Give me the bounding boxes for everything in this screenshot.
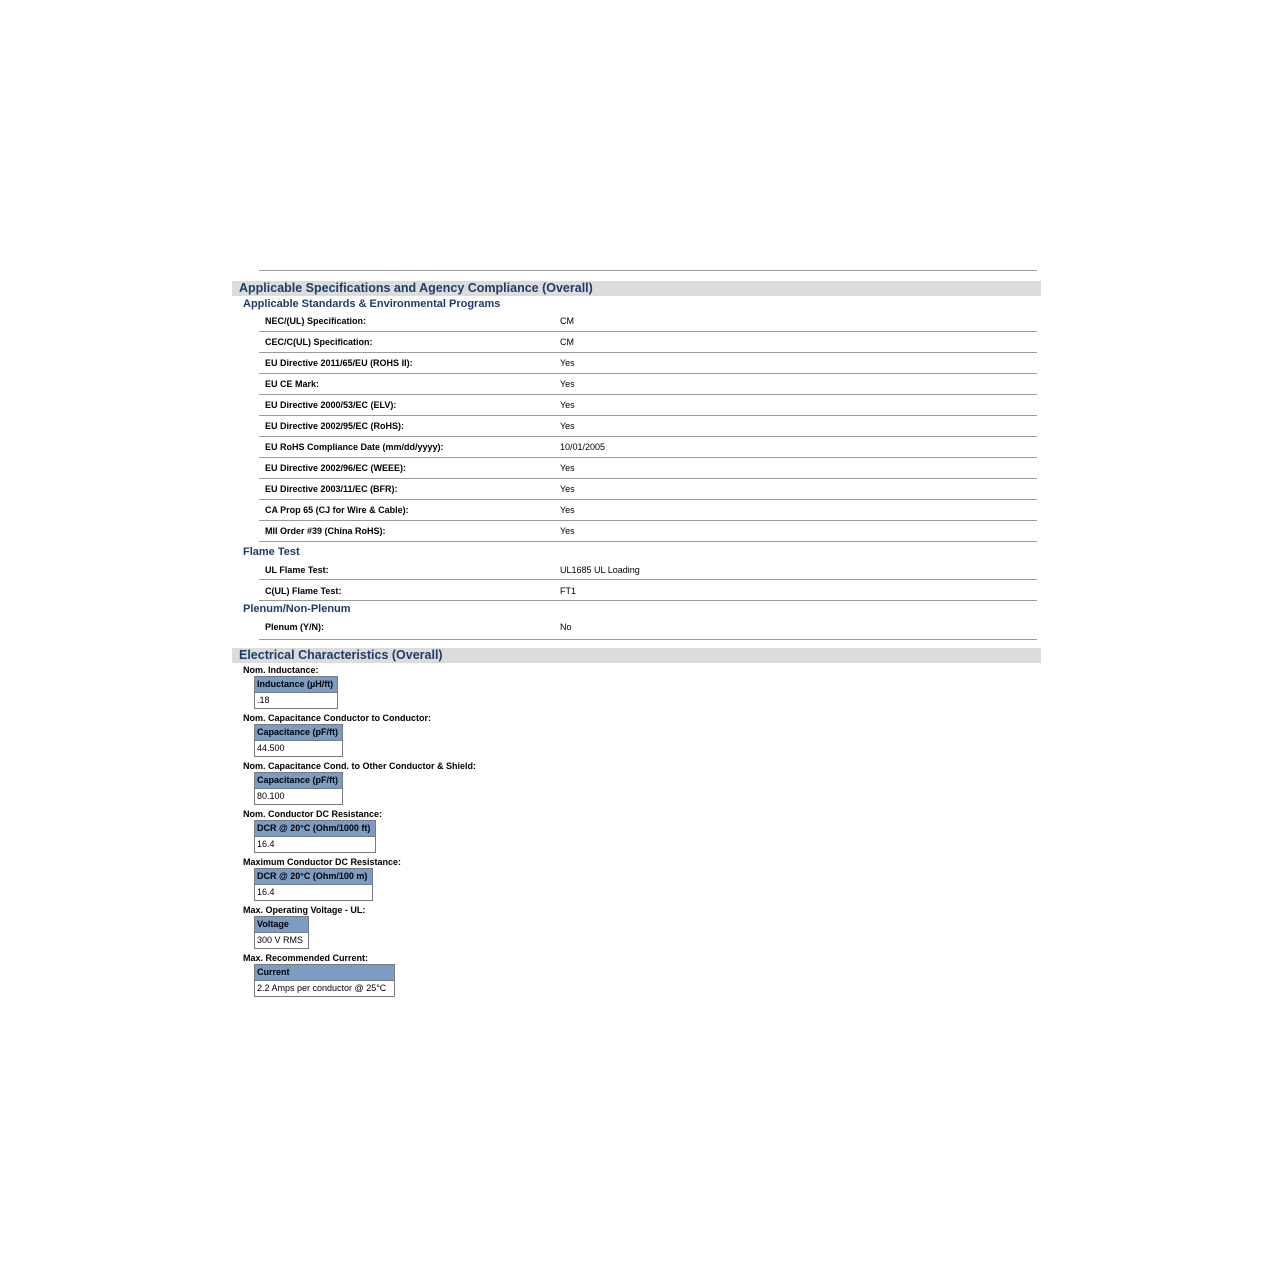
electrical-item-label: Nom. Capacitance Conductor to Conductor: — [243, 713, 432, 723]
value-table-cell: 300 V RMS — [257, 935, 304, 945]
row-label: CEC/C(UL) Specification: — [265, 337, 373, 347]
flame-subsection-title: Flame Test — [243, 546, 300, 558]
value-table-header: DCR @ 20°C (Ohm/100 m) — [255, 869, 372, 885]
electrical-item — [243, 952, 1041, 997]
electrical-item — [243, 856, 1041, 901]
compliance-section-title: Applicable Specifications and Agency Compliance (Overall) — [232, 281, 1041, 296]
value-table-header: DCR @ 20°C (Ohm/1000 ft) — [255, 821, 375, 837]
row-value: UL1685 UL Loading — [560, 565, 640, 575]
value-table-cell: 16.4 — [257, 839, 275, 849]
row-value: Yes — [560, 463, 575, 473]
row-value: 10/01/2005 — [560, 442, 606, 452]
row-label: EU Directive 2002/95/EC (RoHS): — [265, 421, 405, 431]
value-table-cell: 44.500 — [257, 743, 285, 753]
row-label: MII Order #39 (China RoHS): — [265, 526, 386, 536]
row-value: Yes — [560, 379, 575, 389]
value-table-cell: 16.4 — [257, 887, 275, 897]
table-row — [259, 311, 1037, 332]
row-label: CA Prop 65 (CJ for Wire & Cable): — [265, 505, 409, 515]
row-value: Yes — [560, 484, 575, 494]
value-table — [254, 820, 376, 853]
row-value: FT1 — [560, 586, 577, 596]
flame-table — [259, 559, 1037, 601]
value-table — [254, 964, 395, 997]
row-label: EU Directive 2003/11/EC (BFR): — [265, 484, 398, 494]
value-table-header: Capacitance (pF/ft) — [255, 773, 342, 789]
row-label: UL Flame Test: — [265, 565, 329, 575]
row-value: Yes — [560, 400, 575, 410]
table-row — [259, 458, 1037, 479]
table-row — [259, 479, 1037, 500]
electrical-item — [243, 904, 1041, 949]
plenum-table — [259, 616, 1037, 640]
value-table-header: Current — [255, 965, 394, 981]
value-table — [254, 724, 343, 757]
electrical-item-label: Max. Operating Voltage - UL: — [243, 905, 366, 915]
row-value: Yes — [560, 358, 575, 368]
value-table-cell: .18 — [257, 695, 270, 705]
electrical-characteristics — [243, 664, 1041, 997]
table-row — [259, 416, 1037, 437]
electrical-item — [243, 712, 1041, 757]
value-table-header: Capacitance (pF/ft) — [255, 725, 342, 741]
row-value: Yes — [560, 526, 575, 536]
standards-subsection-title: Applicable Standards & Environmental Programs — [243, 298, 501, 310]
row-label: EU Directive 2011/65/EU (ROHS II): — [265, 358, 413, 368]
row-label: EU Directive 2002/96/EC (WEEE): — [265, 463, 407, 473]
table-row — [259, 374, 1037, 395]
row-label: EU CE Mark: — [265, 379, 320, 389]
table-row — [259, 580, 1037, 601]
electrical-item-label: Max. Recommended Current: — [243, 953, 369, 963]
spec-document — [232, 270, 1041, 997]
row-value: Yes — [560, 505, 575, 515]
table-row — [259, 437, 1037, 458]
plenum-subsection-title: Plenum/Non-Plenum — [243, 603, 351, 615]
value-table-header: Inductance (µH/ft) — [255, 677, 337, 693]
electrical-item-label: Nom. Inductance: — [243, 665, 319, 675]
table-row — [259, 500, 1037, 521]
row-label: EU RoHS Compliance Date (mm/dd/yyyy): — [265, 442, 444, 452]
electrical-item-label: Nom. Conductor DC Resistance: — [243, 809, 383, 819]
row-label: NEC/(UL) Specification: — [265, 316, 367, 326]
electrical-item — [243, 664, 1041, 709]
row-value: CM — [560, 337, 574, 347]
row-value: Yes — [560, 421, 575, 431]
value-table — [254, 868, 373, 901]
electrical-item-label: Nom. Capacitance Cond. to Other Conductor & Shield: — [243, 761, 477, 771]
table-row — [259, 395, 1037, 416]
row-value: No — [560, 622, 572, 632]
row-label: Plenum (Y/N): — [265, 622, 325, 632]
row-label: C(UL) Flame Test: — [265, 586, 342, 596]
value-table — [254, 676, 338, 709]
value-table-cell: 80.100 — [257, 791, 285, 801]
table-row — [259, 521, 1037, 542]
table-row — [259, 332, 1037, 353]
electrical-section-title: Electrical Characteristics (Overall) — [232, 648, 1041, 663]
table-row — [259, 559, 1037, 580]
row-label: EU Directive 2000/53/EC (ELV): — [265, 400, 397, 410]
table-row — [259, 616, 1037, 640]
value-table — [254, 916, 309, 949]
value-table-header: Voltage — [255, 917, 308, 933]
row-value: CM — [560, 316, 574, 326]
value-table — [254, 772, 343, 805]
top-divider — [259, 270, 1037, 271]
electrical-item — [243, 808, 1041, 853]
standards-table — [259, 311, 1037, 542]
table-row — [259, 353, 1037, 374]
electrical-item-label: Maximum Conductor DC Resistance: — [243, 857, 402, 867]
electrical-item — [243, 760, 1041, 805]
value-table-cell: 2.2 Amps per conductor @ 25°C — [257, 983, 387, 993]
